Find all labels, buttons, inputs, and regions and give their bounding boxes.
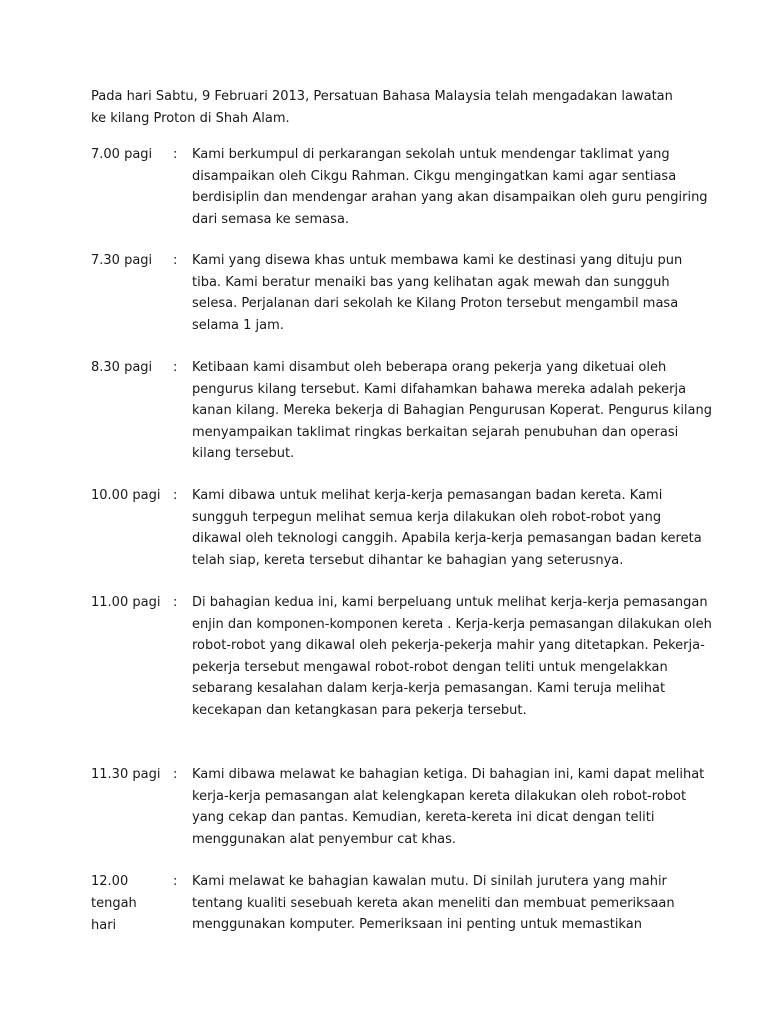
- entry-description: Kami yang disewa khas untuk membawa kami ke destinasi yang dituju pun tiba. Kami beratur menaiki bas yang kelihatan agak mewah dan sungguh selesa. Perjalanan dari sekolah ke Kilang Proton tersebut mengambil masa selama 1 jam.: [192, 253, 683, 333]
- entry-time: 10.00 pagi: [91, 488, 161, 503]
- entry-description: Kami melawat ke bahagian kawalan mutu. Di sinilah jurutera yang mahir tentang kualiti sesebuah kereta akan meneliti dan membuat pemeriksaan menggunakan komputer. Pemeriksaan ini penting untuk memastikan: [192, 874, 675, 932]
- entry-description: Kami berkumpul di perkarangan sekolah untuk mendengar taklimat yang disampaikan oleh Cikgu Rahman. Cikgu mengingatkan kami agar sentiasa berdisiplin dan mendengar arahan yang akan disampaikan oleh guru pengiring dari semasa ke semasa.: [192, 147, 708, 227]
- entry-description: Kami dibawa untuk melihat kerja-kerja pemasangan badan kereta. Kami sungguh terpegun melihat semua kerja dilakukan oleh robot-robot yang dikawal oleh teknologi canggih. Apabila kerja-kerja pemasangan badan kereta telah siap, kereta tersebut dihantar ke bahagian yang seterusnya.: [192, 488, 702, 568]
- entry-description: Kami dibawa melawat ke bahagian ketiga. Di bahagian ini, kami dapat melihat kerja-kerja pemasangan alat kelengkapan kereta dilakukan oleh robot-robot yang cekap dan pantas. Kemudian, kereta-kereta ini dicat dengan teliti menggunakan alat penyembur cat khas.: [192, 767, 705, 847]
- entry-time: 12.00 tengah hari: [91, 874, 137, 933]
- entry-separator: :: [173, 595, 178, 610]
- entry-time: 7.00 pagi: [91, 147, 153, 162]
- entry-separator: :: [173, 360, 178, 375]
- entry-time: 8.30 pagi: [91, 360, 153, 375]
- entry-time: 7.30 pagi: [91, 253, 153, 268]
- entry-description: Di bahagian kedua ini, kami berpeluang untuk melihat kerja-kerja pemasangan enjin dan komponen-komponen kereta . Kerja-kerja pemasangan dilakukan oleh robot-robot yang dikawal oleh pekerja-pekerja mahir yang ditetapkan. Pekerja-pekerja tersebut mengawal robot-robot dengan teliti untuk mengelakkan sebarang kesalahan dalam kerja-kerja pemasangan. Kami teruja melihat kecekapan dan ketangkasan para pekerja tersebut.: [192, 595, 712, 718]
- entry-time: 11.00 pagi: [91, 595, 161, 610]
- entry-separator: :: [173, 147, 178, 162]
- entry-separator: :: [173, 874, 178, 889]
- entry-separator: :: [173, 488, 178, 503]
- entry-time: 11.30 pagi: [91, 767, 161, 782]
- entry-description: Ketibaan kami disambut oleh beberapa orang pekerja yang diketuai oleh pengurus kilang tersebut. Kami difahamkan bahawa mereka adalah pekerja kanan kilang. Mereka bekerja di Bahagian Pengurusan Koperat. Pengurus kilang menyampaikan taklimat ringkas berkaitan sejarah penubuhan dan operasi kilang tersebut.: [192, 360, 712, 461]
- entry-separator: :: [173, 253, 178, 268]
- entry-separator: :: [173, 767, 178, 782]
- intro-paragraph: Pada hari Sabtu, 9 Februari 2013, Persatuan Bahasa Malaysia telah mengadakan lawatan ke kilang Proton di Shah Alam.: [91, 89, 673, 126]
